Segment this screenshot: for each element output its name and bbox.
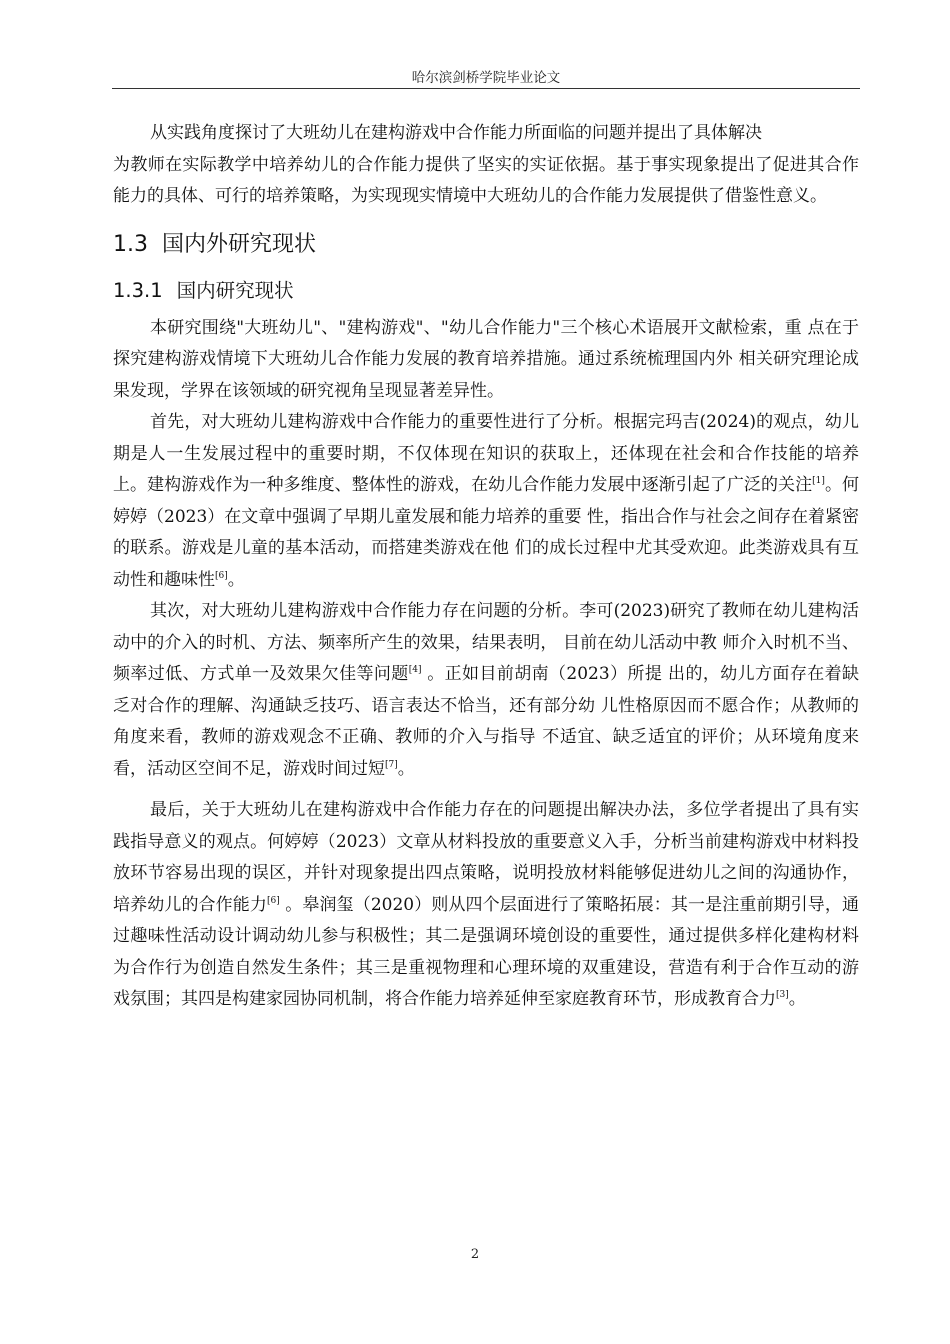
paragraph-text: 。正如目前胡南（2023）所提 出的，幼儿方面存在着缺乏对合作的理解、沟通缺乏技巧、语言表达不恰当，还有部分幼 儿性格原因而不愿合作；从教师的角度来看，教师的游戏观念不正确、教师的介入与指导 不适宜、缺乏适宜的评价；从环境角度来看，活动区空间不足，游戏时间过短 bbox=[113, 664, 860, 779]
subsection-heading bbox=[113, 273, 859, 309]
paragraph-text: 。 bbox=[788, 989, 806, 1009]
body-paragraph-problems bbox=[113, 596, 859, 785]
paragraph-text: 。皋润玺（2020）则从四个层面进行了策略拓展：其一是注重前期引导，通过趣味性活动设计调动幼儿参与积极性；其二是强调环境创设的重要性，通过提供多样化建构材料为合作行为创造自然发生条件；其三是重视物理和心理环境的双重建设，营造有利于合作互动的游戏氛围；其四是构建家园协同机制，将合作能力培养延伸至家庭教育环节，形成教育合力 bbox=[113, 894, 860, 1009]
header-rule bbox=[112, 88, 860, 89]
citation-ref: [7] bbox=[385, 759, 398, 770]
page-body bbox=[113, 118, 859, 1016]
page-number: 2 bbox=[470, 1247, 480, 1262]
body-paragraph-importance bbox=[113, 407, 859, 596]
paragraph-text: 。何婷婷（2023）在文章中强调了早期儿童发展和能力培养的重要 性，指出合作与社会之间存在着紧密的联系。游戏是儿童的基本活动，而搭建类游戏在他 们的成长过程中尤其受欢迎。此类游戏具有互动性和趣味性 bbox=[113, 475, 860, 590]
intro-paragraph: 为教师在实际教学中培养幼儿的合作能力提供了坚实的实证依据。基于事实现象提出了促进其合作能力的具体、可行的培养策略，为实现现实情境中大班幼儿的合作能力发展提供了借鉴性意义。 bbox=[113, 154, 859, 206]
body-paragraph-scope: 本研究围绕"大班幼儿"、"建构游戏"、"幼儿合作能力"三个核心术语展开文献检索，重 点在于探究建构游戏情境下大班幼儿合作能力发展的教育培养措施。通过系统梳理国内外 相关研究理论成果发现，学界在该领域的研究视角呈现显著差异性。 bbox=[113, 317, 859, 401]
running-header: 哈尔滨剑桥学院毕业论文 bbox=[411, 70, 561, 86]
section-heading bbox=[113, 227, 859, 263]
paragraph-text: 首先，对大班幼儿建构游戏中合作能力的重要性进行了分析。根据完玛吉(2024)的观点，幼儿期是人一生发展过程中的重要时期，不仅体现在知识的获取上，还体现在社会和合作技能的培养上。建构游戏作为一种多维度、整体性的游戏，在幼儿合作能力发展中逐渐引起了广泛的关注 bbox=[113, 412, 859, 495]
citation-ref: [1] bbox=[812, 476, 825, 486]
paragraph-text: 其次，对大班幼儿建构游戏中合作能力存在问题的分析。李可(2023)研究了教师在幼儿建构活动中的介入的时机、方法、频率所产生的效果，结果表明， 目前在幼儿活动中教 师介入时机不当、频率过低、方式单一及效果欠佳等问题 bbox=[113, 601, 859, 684]
subsection-title: 国内研究现状 bbox=[176, 278, 294, 302]
section-number: 1.3 bbox=[113, 231, 148, 257]
intro-paragraph-line: 从实践角度探讨了大班幼儿在建构游戏中合作能力所面临的问题并提出了具体解决 bbox=[150, 123, 762, 143]
paragraph-text: 。 bbox=[227, 569, 245, 590]
subsection-number: 1.3.1 bbox=[113, 278, 163, 302]
citation-ref: [6] bbox=[267, 895, 280, 906]
citation-ref: [3] bbox=[776, 990, 789, 1000]
citation-ref: [6] bbox=[215, 570, 228, 581]
paragraph-text: 。 bbox=[397, 758, 415, 779]
citation-ref: [4] bbox=[408, 665, 422, 675]
section-title: 国内外研究现状 bbox=[162, 231, 317, 257]
body-paragraph-solutions bbox=[113, 795, 859, 1016]
paragraph-text: 最后，关于大班幼儿在建构游戏中合作能力存在的问题提出解决办法，多位学者提出了具有实践指导意义的观点。何婷婷（2023）文章从材料投放的重要意义入手，分析当前建构游戏中材料投放环节容易出现的误区，并针对现象提出四点策略，说明投放材料能够促进幼儿之间的沟通协作，培养幼儿的合作能力 bbox=[113, 800, 859, 915]
